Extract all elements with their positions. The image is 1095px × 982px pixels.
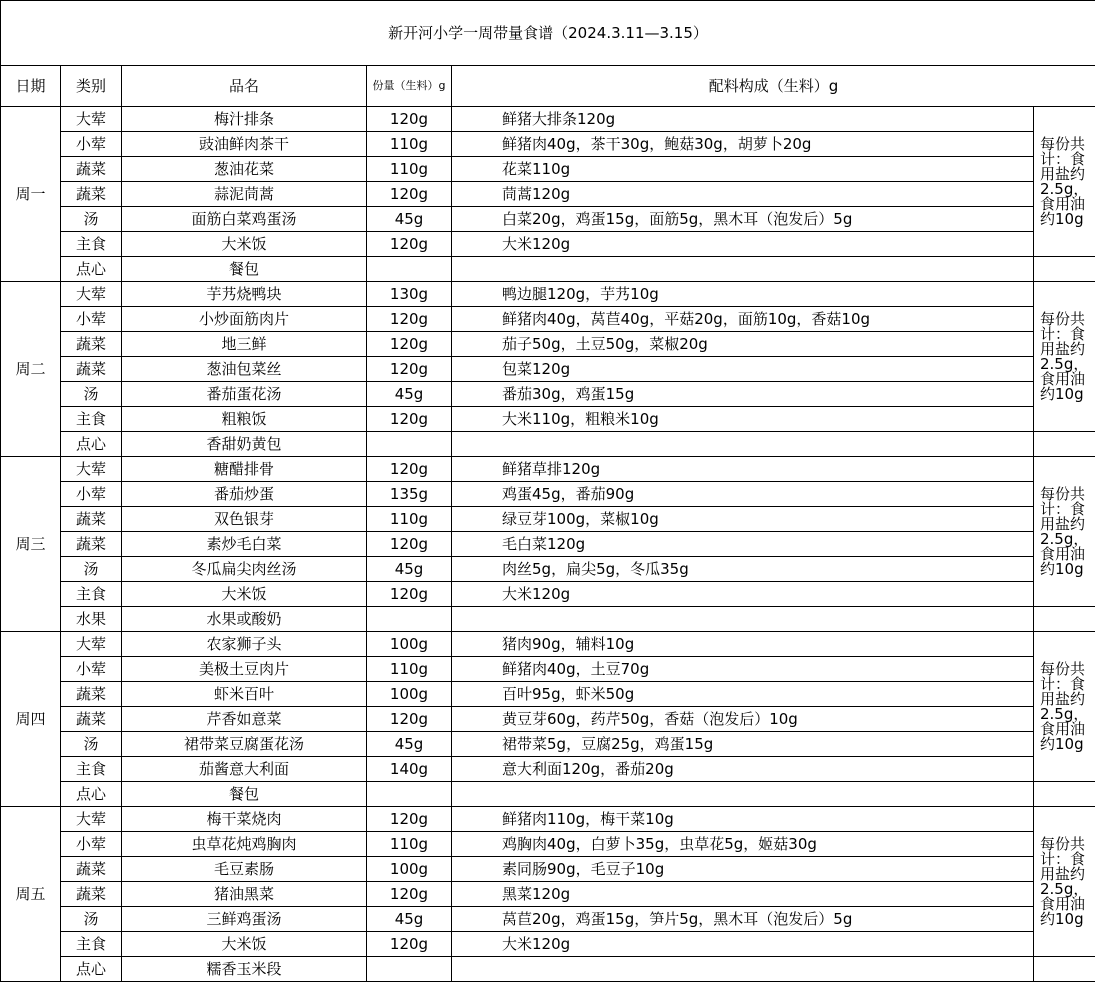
category-cell: 蔬菜 — [61, 157, 122, 182]
ingredients-cell: 裙带菜5g，豆腐25g，鸡蛋15g — [452, 732, 1034, 757]
ingredients-cell: 鸡蛋45g，番茄90g — [452, 482, 1034, 507]
dish-cell: 大米饭 — [122, 932, 367, 957]
ingredients-cell: 猪肉90g，辅料10g — [452, 632, 1034, 657]
table-row — [1, 732, 1095, 757]
category-cell: 点心 — [61, 782, 122, 807]
category-cell: 小荤 — [61, 482, 122, 507]
portion-cell: 120g — [367, 532, 452, 557]
table-row — [1, 582, 1095, 607]
table-row — [1, 157, 1095, 182]
ingredients-cell: 百叶95g，虾米50g — [452, 682, 1034, 707]
portion-cell: 45g — [367, 382, 452, 407]
dish-cell: 农家狮子头 — [122, 632, 367, 657]
dish-cell: 猪油黑菜 — [122, 882, 367, 907]
header-ingredients: 配料构成（生料）g — [452, 66, 1095, 107]
blank-cell — [1034, 607, 1095, 632]
day-label: 周五 — [1, 807, 61, 982]
portion-cell: 100g — [367, 632, 452, 657]
category-cell: 主食 — [61, 407, 122, 432]
nutrition-note: 每份共计：食用盐约2.5g，食用油约10g — [1034, 457, 1095, 607]
ingredients-cell: 大米110g，粗粮米10g — [452, 407, 1034, 432]
blank-cell — [1034, 782, 1095, 807]
day-label: 周三 — [1, 457, 61, 632]
dish-cell: 大米饭 — [122, 232, 367, 257]
portion-cell: 135g — [367, 482, 452, 507]
table-row — [1, 107, 1095, 132]
category-cell: 主食 — [61, 232, 122, 257]
portion-cell: 110g — [367, 832, 452, 857]
dish-cell: 虾米百叶 — [122, 682, 367, 707]
dish-cell: 餐包 — [122, 257, 367, 282]
table-row — [1, 407, 1095, 432]
nutrition-note: 每份共计：食用盐约2.5g，食用油约10g — [1034, 632, 1095, 782]
day-label: 周二 — [1, 282, 61, 457]
dish-cell: 番茄炒蛋 — [122, 482, 367, 507]
header-portion: 份量（生料）g — [367, 66, 452, 107]
blank-cell — [1034, 432, 1095, 457]
table-row — [1, 607, 1095, 632]
page-title: 新开河小学一周带量食谱（2024.3.11—3.15） — [1, 1, 1095, 66]
ingredients-cell: 鸡胸肉40g，白萝卜35g，虫草花5g，姬菇30g — [452, 832, 1034, 857]
ingredients-cell — [452, 607, 1034, 632]
category-cell: 蔬菜 — [61, 857, 122, 882]
day-label: 周一 — [1, 107, 61, 282]
portion-cell: 110g — [367, 132, 452, 157]
ingredients-cell: 意大利面120g，番茄20g — [452, 757, 1034, 782]
portion-cell — [367, 432, 452, 457]
table-row — [1, 957, 1095, 982]
portion-cell — [367, 782, 452, 807]
category-cell: 点心 — [61, 957, 122, 982]
header-date: 日期 — [1, 66, 61, 107]
portion-cell: 120g — [367, 807, 452, 832]
header-category: 类别 — [61, 66, 122, 107]
table-row — [1, 232, 1095, 257]
dish-cell: 梅汁排条 — [122, 107, 367, 132]
day-label: 周四 — [1, 632, 61, 807]
portion-cell: 120g — [367, 932, 452, 957]
category-cell: 小荤 — [61, 657, 122, 682]
ingredients-cell — [452, 257, 1034, 282]
portion-cell — [367, 257, 452, 282]
ingredients-cell: 鲜猪大排条120g — [452, 107, 1034, 132]
table-row — [1, 457, 1095, 482]
table-row — [1, 882, 1095, 907]
header-row — [1, 66, 1095, 107]
dish-cell: 美极土豆肉片 — [122, 657, 367, 682]
category-cell: 大荤 — [61, 107, 122, 132]
portion-cell — [367, 607, 452, 632]
ingredients-cell: 绿豆芽100g，菜椒10g — [452, 507, 1034, 532]
ingredients-cell: 白菜20g，鸡蛋15g，面筋5g，黑木耳（泡发后）5g — [452, 207, 1034, 232]
dish-cell: 芹香如意菜 — [122, 707, 367, 732]
portion-cell: 120g — [367, 457, 452, 482]
category-cell: 小荤 — [61, 832, 122, 857]
portion-cell: 120g — [367, 107, 452, 132]
dish-cell: 糯香玉米段 — [122, 957, 367, 982]
category-cell: 汤 — [61, 382, 122, 407]
ingredients-cell: 大米120g — [452, 582, 1034, 607]
table-row — [1, 557, 1095, 582]
dish-cell: 三鲜鸡蛋汤 — [122, 907, 367, 932]
ingredients-cell: 茼蒿120g — [452, 182, 1034, 207]
dish-cell: 面筋白菜鸡蛋汤 — [122, 207, 367, 232]
ingredients-cell: 包菜120g — [452, 357, 1034, 382]
ingredients-cell: 毛白菜120g — [452, 532, 1034, 557]
portion-cell: 120g — [367, 307, 452, 332]
table-row — [1, 907, 1095, 932]
table-row — [1, 707, 1095, 732]
ingredients-cell: 肉丝5g，扁尖5g，冬瓜35g — [452, 557, 1034, 582]
category-cell: 蔬菜 — [61, 532, 122, 557]
ingredients-cell: 大米120g — [452, 232, 1034, 257]
dish-cell: 番茄蛋花汤 — [122, 382, 367, 407]
portion-cell: 45g — [367, 732, 452, 757]
portion-cell: 120g — [367, 407, 452, 432]
category-cell: 主食 — [61, 757, 122, 782]
portion-cell: 120g — [367, 582, 452, 607]
blank-cell — [1034, 257, 1095, 282]
dish-cell: 水果或酸奶 — [122, 607, 367, 632]
category-cell: 蔬菜 — [61, 682, 122, 707]
dish-cell: 素炒毛白菜 — [122, 532, 367, 557]
dish-cell: 粗粮饭 — [122, 407, 367, 432]
category-cell: 蔬菜 — [61, 332, 122, 357]
category-cell: 水果 — [61, 607, 122, 632]
ingredients-cell: 大米120g — [452, 932, 1034, 957]
ingredients-cell: 黑菜120g — [452, 882, 1034, 907]
table-row — [1, 757, 1095, 782]
category-cell: 点心 — [61, 257, 122, 282]
table-row — [1, 482, 1095, 507]
ingredients-cell: 鲜猪肉40g，茶干30g，鲍菇30g，胡萝卜20g — [452, 132, 1034, 157]
table-row — [1, 657, 1095, 682]
nutrition-note: 每份共计：食用盐约2.5g，食用油约10g — [1034, 107, 1095, 257]
category-cell: 蔬菜 — [61, 507, 122, 532]
table-row — [1, 682, 1095, 707]
dish-cell: 双色银芽 — [122, 507, 367, 532]
portion-cell: 110g — [367, 507, 452, 532]
category-cell: 大荤 — [61, 632, 122, 657]
portion-cell: 100g — [367, 857, 452, 882]
ingredients-cell: 茄子50g，土豆50g，菜椒20g — [452, 332, 1034, 357]
table-row — [1, 632, 1095, 657]
category-cell: 主食 — [61, 582, 122, 607]
table-row — [1, 832, 1095, 857]
table-row — [1, 307, 1095, 332]
table-row — [1, 357, 1095, 382]
ingredients-cell: 黄豆芽60g，药芹50g，香菇（泡发后）10g — [452, 707, 1034, 732]
ingredients-cell: 鲜猪肉40g，土豆70g — [452, 657, 1034, 682]
dish-cell: 香甜奶黄包 — [122, 432, 367, 457]
dish-cell: 冬瓜扁尖肉丝汤 — [122, 557, 367, 582]
table-row — [1, 257, 1095, 282]
portion-cell: 140g — [367, 757, 452, 782]
category-cell: 小荤 — [61, 307, 122, 332]
table-row — [1, 182, 1095, 207]
category-cell: 大荤 — [61, 807, 122, 832]
portion-cell: 120g — [367, 882, 452, 907]
category-cell: 主食 — [61, 932, 122, 957]
category-cell: 大荤 — [61, 457, 122, 482]
ingredients-cell — [452, 957, 1034, 982]
ingredients-cell: 鲜猪肉110g，梅干菜10g — [452, 807, 1034, 832]
table-row — [1, 507, 1095, 532]
ingredients-cell: 莴苣20g，鸡蛋15g，笋片5g，黑木耳（泡发后）5g — [452, 907, 1034, 932]
dish-cell: 芋艿烧鸭块 — [122, 282, 367, 307]
category-cell: 大荤 — [61, 282, 122, 307]
table-row — [1, 282, 1095, 307]
category-cell: 汤 — [61, 732, 122, 757]
dish-cell: 糖醋排骨 — [122, 457, 367, 482]
portion-cell: 45g — [367, 207, 452, 232]
header-dish: 品名 — [122, 66, 367, 107]
category-cell: 小荤 — [61, 132, 122, 157]
dish-cell: 虫草花炖鸡胸肉 — [122, 832, 367, 857]
dish-cell: 小炒面筋肉片 — [122, 307, 367, 332]
dish-cell: 豉油鲜肉茶干 — [122, 132, 367, 157]
dish-cell: 葱油包菜丝 — [122, 357, 367, 382]
ingredients-cell: 鲜猪肉40g，莴苣40g，平菇20g，面筋10g，香菇10g — [452, 307, 1034, 332]
portion-cell: 130g — [367, 282, 452, 307]
dish-cell: 毛豆素肠 — [122, 857, 367, 882]
category-cell: 蔬菜 — [61, 357, 122, 382]
portion-cell: 120g — [367, 232, 452, 257]
category-cell: 蔬菜 — [61, 707, 122, 732]
table-row — [1, 782, 1095, 807]
table-row — [1, 857, 1095, 882]
blank-cell — [1034, 957, 1095, 982]
portion-cell: 120g — [367, 332, 452, 357]
ingredients-cell: 花菜110g — [452, 157, 1034, 182]
ingredients-cell: 鸭边腿120g，芋艿10g — [452, 282, 1034, 307]
ingredients-cell — [452, 432, 1034, 457]
portion-cell: 120g — [367, 707, 452, 732]
category-cell: 汤 — [61, 557, 122, 582]
table-row — [1, 432, 1095, 457]
category-cell: 点心 — [61, 432, 122, 457]
table-row — [1, 932, 1095, 957]
nutrition-note: 每份共计：食用盐约2.5g，食用油约10g — [1034, 807, 1095, 957]
dish-cell: 大米饭 — [122, 582, 367, 607]
ingredients-cell: 素同肠90g，毛豆子10g — [452, 857, 1034, 882]
portion-cell: 110g — [367, 157, 452, 182]
portion-cell: 45g — [367, 557, 452, 582]
dish-cell: 地三鲜 — [122, 332, 367, 357]
table-row — [1, 132, 1095, 157]
ingredients-cell: 番茄30g，鸡蛋15g — [452, 382, 1034, 407]
ingredients-cell — [452, 782, 1034, 807]
category-cell: 汤 — [61, 207, 122, 232]
dish-cell: 裙带菜豆腐蛋花汤 — [122, 732, 367, 757]
dish-cell: 葱油花菜 — [122, 157, 367, 182]
dish-cell: 蒜泥茼蒿 — [122, 182, 367, 207]
portion-cell: 45g — [367, 907, 452, 932]
table-row — [1, 382, 1095, 407]
portion-cell — [367, 957, 452, 982]
category-cell: 汤 — [61, 907, 122, 932]
dish-cell: 梅干菜烧肉 — [122, 807, 367, 832]
portion-cell: 120g — [367, 182, 452, 207]
ingredients-cell: 鲜猪草排120g — [452, 457, 1034, 482]
portion-cell: 110g — [367, 657, 452, 682]
table-row — [1, 332, 1095, 357]
dish-cell: 餐包 — [122, 782, 367, 807]
category-cell: 蔬菜 — [61, 182, 122, 207]
table-row — [1, 532, 1095, 557]
dish-cell: 茄酱意大利面 — [122, 757, 367, 782]
nutrition-note: 每份共计：食用盐约2.5g，食用油约10g — [1034, 282, 1095, 432]
portion-cell: 100g — [367, 682, 452, 707]
table-row — [1, 807, 1095, 832]
category-cell: 蔬菜 — [61, 882, 122, 907]
table-row — [1, 207, 1095, 232]
portion-cell: 120g — [367, 357, 452, 382]
